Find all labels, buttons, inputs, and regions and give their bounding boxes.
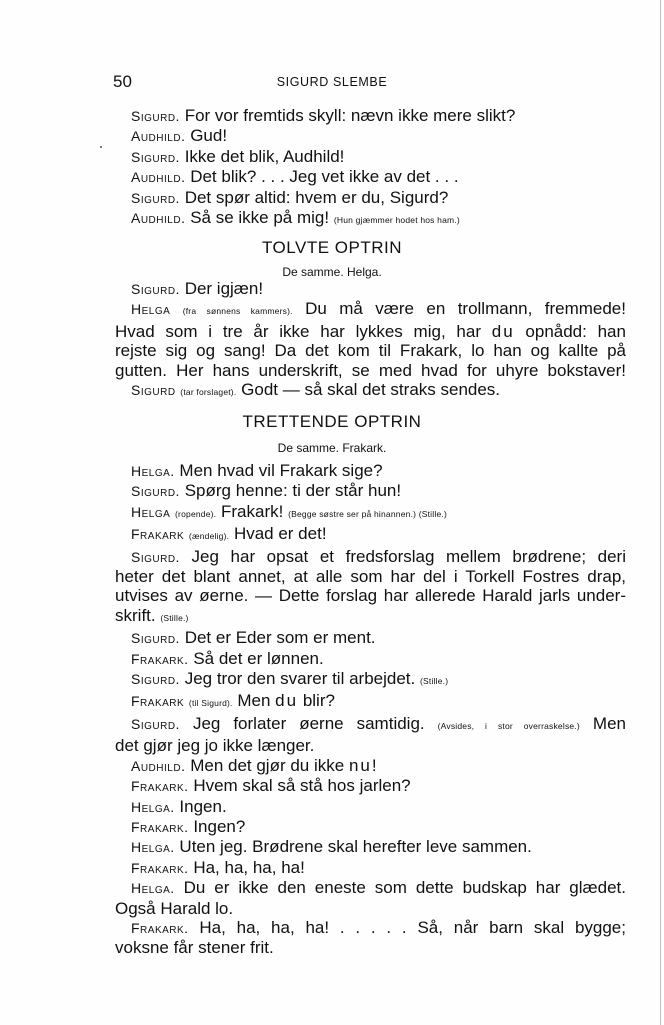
dialogue-block-2 bbox=[115, 279, 626, 402]
speech: Du må være en trollmann, fremmede! bbox=[305, 299, 626, 319]
dialogue-block-1 bbox=[115, 106, 626, 230]
speaker: Sigurd. bbox=[131, 630, 180, 647]
dialogue-line: gutten. Her hans underskrift, se med hvad for uhyre bokstaver! bbox=[115, 360, 626, 380]
speech: Jeg har opsat et fredsforslag mellem brødrene; deri bbox=[191, 546, 626, 566]
speech: Jeg tror den svarer til arbejdet. bbox=[184, 669, 416, 689]
speech: Men bbox=[237, 691, 271, 711]
stage-direction: (Stille.) bbox=[160, 612, 189, 623]
dialogue-line bbox=[115, 208, 626, 230]
speech: Så det er lønnen. bbox=[193, 648, 324, 668]
dialogue-line bbox=[115, 817, 626, 837]
speaker: Frakark. bbox=[131, 919, 189, 936]
speech: Jeg forlater øerne samtidig. bbox=[192, 713, 425, 733]
speaker: Helga bbox=[131, 301, 171, 318]
dialogue-line bbox=[115, 837, 626, 857]
stage-direction: (ropende). bbox=[175, 508, 217, 519]
speech: Så se ikke på mig! bbox=[190, 208, 330, 228]
dialogue-line: det gjør jeg jo ikke længer. bbox=[115, 736, 315, 756]
speaker: Frakark. bbox=[131, 650, 189, 667]
dialogue-line bbox=[115, 380, 626, 402]
dialogue-line bbox=[115, 502, 626, 524]
speech: Det blik? . . . Jeg vet ikke av det . . . bbox=[190, 167, 459, 187]
dialogue-line bbox=[115, 918, 626, 938]
speaker: Sigurd. bbox=[131, 671, 180, 688]
speaker: Helga. bbox=[131, 839, 175, 856]
speaker: Helga. bbox=[131, 463, 175, 479]
speech: Det spør altid: hvem er du, Sigurd? bbox=[184, 187, 449, 207]
dialogue-line: utvises av øerne. — Dette forslag har allerede Harald jarls under- bbox=[115, 586, 626, 606]
emphasis: du bbox=[491, 321, 515, 341]
speaker: Sigurd. bbox=[131, 715, 180, 732]
speaker: Audhild. bbox=[131, 169, 186, 186]
speaker: Frakark. bbox=[131, 818, 189, 835]
dialogue-line bbox=[115, 878, 626, 898]
ink-speck bbox=[100, 146, 102, 148]
dialogue-line bbox=[115, 691, 626, 713]
speech: For vor fremtids skyll: nævn ikke mere slikt? bbox=[184, 106, 516, 125]
speech: blir? bbox=[302, 691, 335, 711]
dialogue-line bbox=[115, 669, 626, 691]
speech: opnådd: han bbox=[525, 321, 626, 341]
running-head: SIGURD SLEMBE bbox=[276, 75, 388, 89]
emphasis: nu! bbox=[348, 755, 379, 775]
dialogue-line bbox=[115, 756, 626, 776]
speech: Men det gjør du ikke bbox=[190, 755, 345, 775]
speech: Du er ikke den eneste som dette budskap har glædet. bbox=[183, 878, 626, 898]
speaker: Frakark bbox=[131, 526, 185, 543]
speaker: Audhild. bbox=[131, 128, 186, 145]
speech: Ingen. bbox=[179, 796, 227, 816]
speech: Der igjæn! bbox=[184, 279, 264, 298]
scene-heading: TRETTENDE OPTRIN bbox=[242, 412, 422, 431]
dialogue-line: rejste sig og sang! Da det kom til Frakark, lo han og kallte på bbox=[115, 341, 626, 361]
emphasis: du bbox=[275, 691, 299, 711]
dialogue-line bbox=[115, 188, 626, 208]
speech: Ha, ha, ha, ha! . . . . . Så, når barn skal bygge; bbox=[199, 917, 626, 937]
dialogue-line bbox=[115, 776, 626, 796]
speaker: Frakark. bbox=[131, 778, 189, 795]
speaker: Sigurd. bbox=[131, 281, 180, 297]
dialogue-line bbox=[115, 797, 626, 817]
speaker: Helga bbox=[131, 503, 171, 520]
stage-direction: (fra sønnens kammers). bbox=[182, 306, 293, 317]
speaker: Sigurd. bbox=[131, 483, 180, 500]
speech: Gud! bbox=[190, 126, 228, 146]
speech: Men hvad vil Frakark sige? bbox=[179, 461, 383, 480]
speaker: Audhild. bbox=[131, 757, 186, 774]
speech: Ikke det blik, Audhild! bbox=[184, 146, 345, 166]
dialogue-line bbox=[115, 481, 626, 501]
speaker: Helga. bbox=[131, 798, 175, 815]
speech: Ha, ha, ha, ha! bbox=[193, 857, 305, 877]
speech: Hvem skal så stå hos jarlen? bbox=[193, 776, 411, 796]
speaker: Helga. bbox=[131, 880, 175, 897]
speech: Hvad som i tre år ikke har lykkes mig, har bbox=[115, 321, 481, 341]
dialogue-line: voksne får stener frit. bbox=[115, 938, 274, 958]
dialogue-line bbox=[115, 106, 626, 126]
speaker: Sigurd bbox=[131, 382, 176, 399]
speaker: Sigurd. bbox=[131, 148, 180, 165]
dialogue-line bbox=[115, 714, 626, 736]
scene-cast: De samme. Frakark. bbox=[277, 441, 387, 455]
speaker: Sigurd. bbox=[131, 189, 180, 206]
speaker: Frakark bbox=[131, 693, 185, 710]
dialogue-line bbox=[115, 524, 626, 546]
speech: skrift. bbox=[115, 605, 156, 625]
stage-direction: (Hun gjæmmer hodet hos ham.) bbox=[333, 215, 460, 226]
stage-direction: (Avsides, i stor overraskelse.) bbox=[437, 720, 580, 731]
stage-direction: (Stille.) bbox=[419, 676, 449, 687]
speech: Men bbox=[592, 713, 626, 733]
dialogue-line bbox=[115, 461, 626, 481]
dialogue-line bbox=[115, 126, 626, 146]
dialogue-line bbox=[115, 147, 626, 167]
speech: Frakark! bbox=[220, 501, 284, 521]
stage-direction: (ændelig). bbox=[188, 531, 230, 542]
dialogue-line bbox=[115, 628, 626, 648]
dialogue-line: heter det blant annet, at alle som har del i Torkell Fostres drap, bbox=[115, 567, 626, 587]
page-number: 50 bbox=[113, 72, 132, 91]
speech: Uten jeg. Brødrene skal herefter leve sammen. bbox=[179, 837, 532, 857]
dialogue-line bbox=[115, 547, 626, 567]
speech: Det er Eder som er ment. bbox=[184, 628, 376, 648]
stage-direction: (tar forslaget). bbox=[180, 387, 237, 398]
speaker: Sigurd. bbox=[131, 548, 180, 565]
scene-heading: TOLVTE OPTRIN bbox=[261, 238, 402, 257]
speaker: Audhild. bbox=[131, 210, 186, 227]
speech: Godt — så skal det straks sendes. bbox=[241, 380, 501, 400]
dialogue-block-3 bbox=[115, 461, 626, 958]
dialogue-line bbox=[115, 279, 626, 299]
dialogue-line bbox=[115, 322, 626, 341]
speaker: Sigurd. bbox=[131, 108, 180, 124]
dialogue-line bbox=[115, 606, 626, 628]
stage-direction: (til Sigurd). bbox=[188, 698, 233, 709]
speech: Spørg henne: ti der står hun! bbox=[184, 481, 402, 501]
dialogue-line bbox=[115, 299, 626, 321]
dialogue-line bbox=[115, 649, 626, 669]
dialogue-line bbox=[115, 167, 626, 187]
scene-cast: De samme. Helga. bbox=[282, 265, 382, 279]
dialogue-line: Også Harald lo. bbox=[115, 898, 234, 918]
dialogue-line bbox=[115, 858, 626, 878]
speaker: Frakark. bbox=[131, 859, 189, 876]
speech: Hvad er det! bbox=[233, 524, 327, 544]
stage-direction: (Begge søstre ser på hinannen.) (Stille.) bbox=[288, 508, 447, 519]
page-edge bbox=[660, 0, 661, 1025]
speech: Ingen? bbox=[193, 816, 246, 836]
